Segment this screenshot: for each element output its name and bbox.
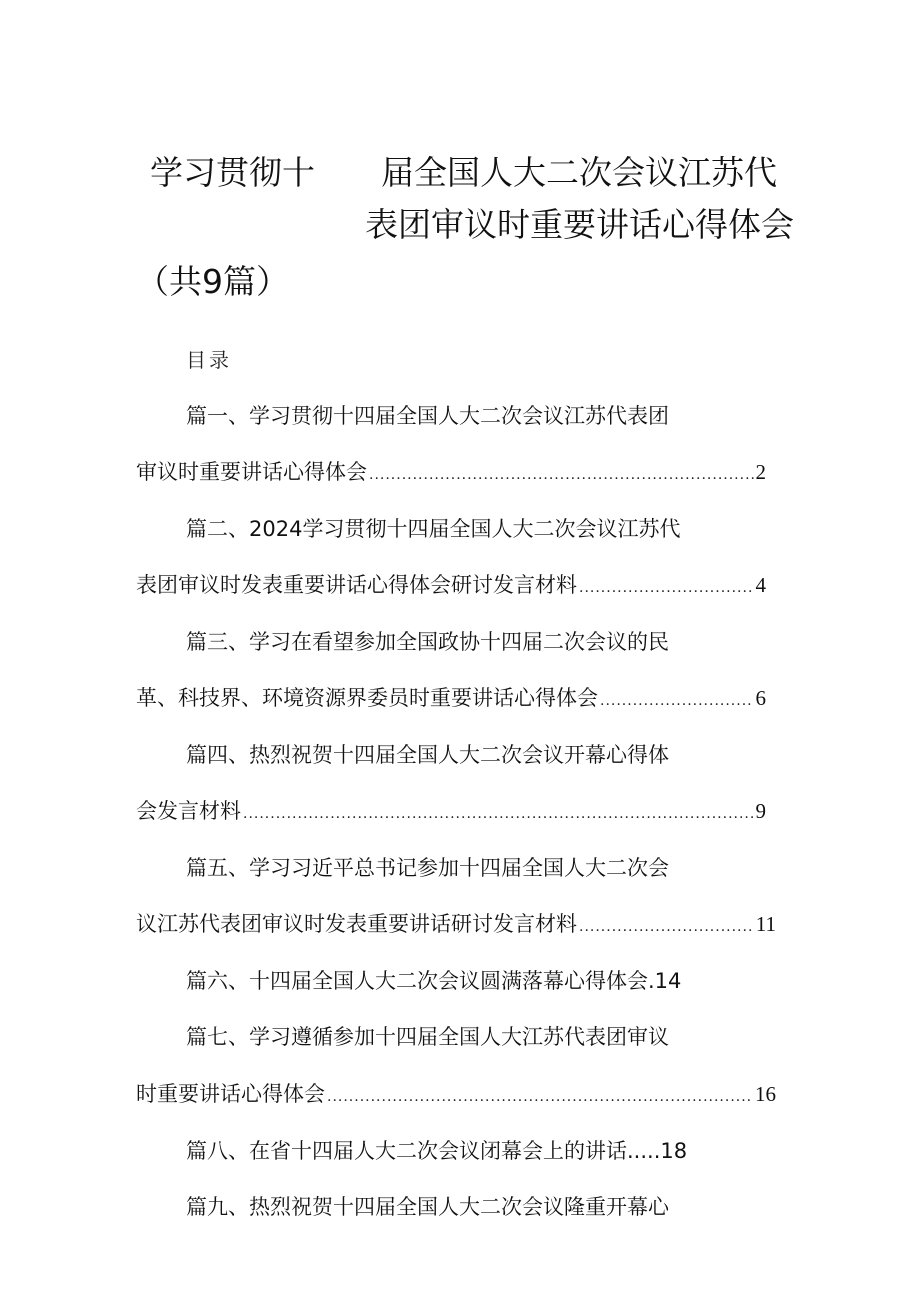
toc-entry-7-line-1[interactable]: 篇七、学习遵循参加十四届全国人大江苏代表团审议 (186, 1025, 669, 1049)
toc-entry-4-text: 会发言材料 (136, 799, 241, 823)
toc-entry-5-line-2[interactable] (136, 910, 776, 941)
dot-leader (579, 574, 754, 602)
toc-entry-1-text: 审议时重要讲话心得体会 (136, 460, 367, 484)
toc-entry-4-line-1[interactable]: 篇四、热烈祝贺十四届全国人大二次会议开幕心得体 (186, 743, 669, 767)
dot-leader (600, 687, 754, 715)
dot-leader (369, 461, 754, 489)
toc-entry-1-line-1[interactable]: 篇一、学习贯彻十四届全国人大二次会议江苏代表团 (186, 404, 669, 428)
dot-leader (579, 913, 754, 941)
toc-entry-4-page: 9 (755, 799, 766, 823)
toc-entry-7-page: 16 (755, 1082, 776, 1106)
toc-entry-5-line-1[interactable]: 篇五、学习习近平总书记参加十四届全国人大二次会 (186, 856, 669, 880)
toc-entry-3-page: 6 (755, 686, 766, 710)
document-title-line-1 (150, 153, 777, 193)
toc-entry-7-line-2[interactable] (136, 1080, 776, 1111)
title-part-a: 学习贯彻十 (150, 153, 315, 192)
toc-entry-3-text: 革、科技界、环境资源界委员时重要讲话心得体会 (136, 686, 598, 710)
toc-entry-2-page: 4 (755, 573, 766, 597)
toc-entry-2-line-2[interactable] (136, 571, 766, 602)
toc-entry-2-line-1[interactable]: 篇二、2024学习贯彻十四届全国人大二次会议江苏代 (186, 517, 681, 541)
toc-entry-1-page: 2 (755, 460, 766, 484)
document-title-line-2: 表团审议时重要讲话心得体会 (365, 205, 794, 244)
toc-entry-9-line-1[interactable]: 篇九、热烈祝贺十四届全国人大二次会议隆重开幕心 (186, 1195, 669, 1219)
toc-entry-3-line-1[interactable]: 篇三、学习在看望参加全国政协十四届二次会议的民 (186, 630, 669, 654)
title-part-b: 届全国人大二次会议江苏代 (381, 153, 777, 192)
toc-entry-3-line-2[interactable] (136, 684, 766, 715)
document-title-line-3: （共9篇） (136, 262, 289, 301)
dot-leader (327, 1083, 753, 1111)
toc-entry-1-line-2[interactable] (136, 458, 766, 489)
toc-entry-5-page: 11 (755, 912, 776, 936)
toc-entry-4-line-2[interactable] (136, 797, 766, 828)
toc-entry-6[interactable]: 篇六、十四届全国人大二次会议圆满落幕心得体会.14 (186, 969, 682, 993)
toc-entry-2-text: 表团审议时发表重要讲话心得体会研讨发言材料 (136, 573, 577, 597)
toc-heading: 目录 (186, 348, 232, 372)
dot-leader (243, 800, 754, 828)
toc-entry-5-text: 议江苏代表团审议时发表重要讲话研讨发言材料 (136, 912, 577, 936)
toc-entry-8[interactable]: 篇八、在省十四届人大二次会议闭幕会上的讲话.....18 (186, 1139, 688, 1163)
toc-entry-7-text: 时重要讲话心得体会 (136, 1082, 325, 1106)
